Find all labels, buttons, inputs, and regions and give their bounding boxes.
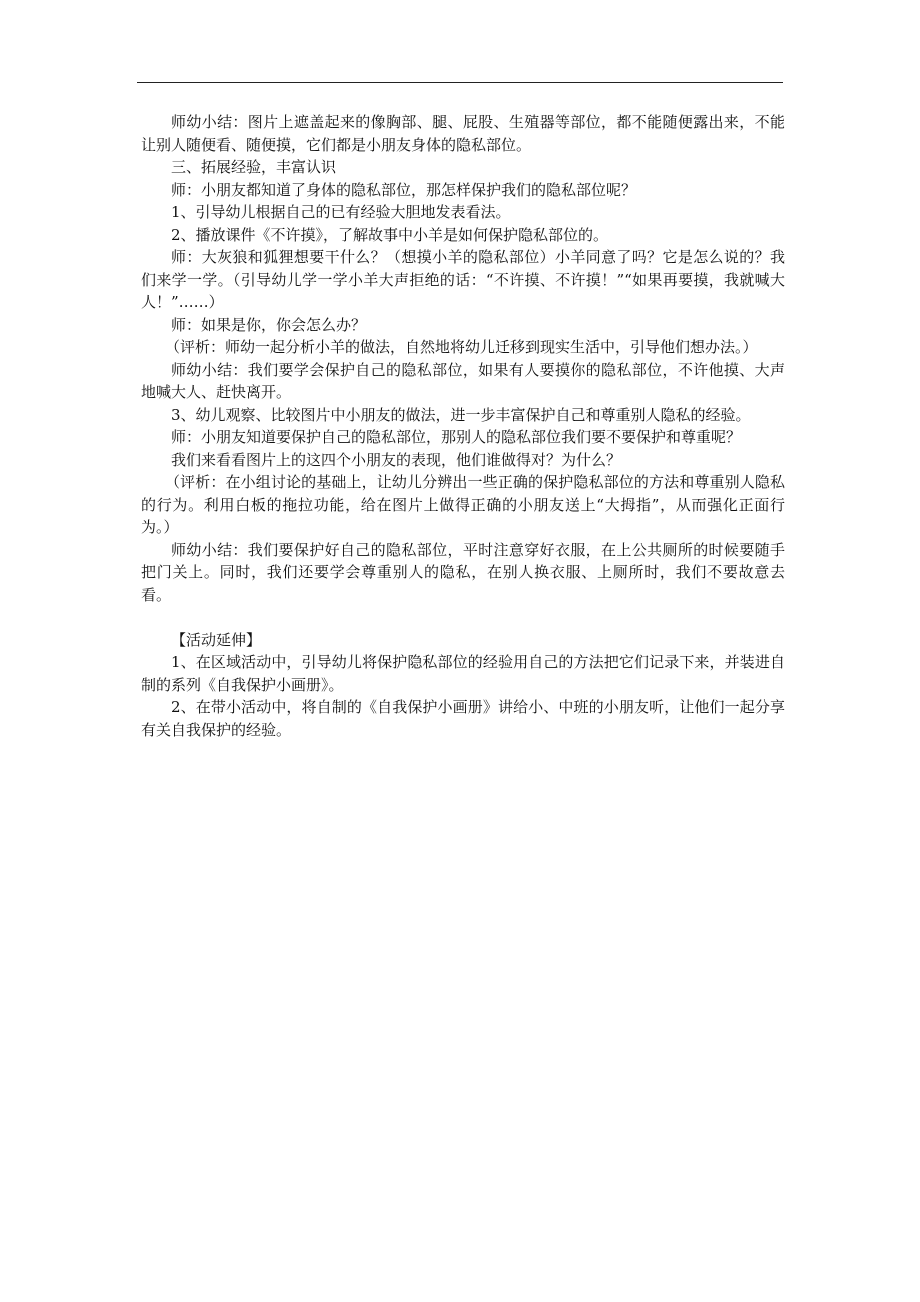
section-heading-extend: 三、拓展经验，丰富认识 [171, 158, 337, 176]
paragraph-look-pictures: 我们来看看图片上的这四个小朋友的表现，他们谁做得对？为什么？ [171, 450, 622, 469]
paragraph-teacher-you: 师：如果是你，你会怎么办？ [171, 315, 367, 334]
paragraph-summary-1: 师幼小结：图片上遮盖起来的像胸部、腿、屁股、生殖器等部位，都不能随便露出来，不能让别人随便看、随便摸，它们都是小朋友身体的隐私部位。 [141, 113, 785, 154]
paragraph-step-3: 3、幼儿观察、比较图片中小朋友的做法，进一步丰富保护自己和尊重别人隐私的经验。 [171, 405, 751, 424]
header-rule [137, 82, 783, 83]
paragraph-summary-3: 师幼小结：我们要保护好自己的隐私部位，平时注意穿好衣服，在上公共厕所的时候要随手把门关上。同时，我们还要学会尊重别人的隐私，在别人换衣服、上厕所时，我们不要故意去看。 [141, 540, 785, 604]
extension-item-1: 1、在区域活动中，引导幼儿将保护隐私部位的经验用自己的方法把它们记录下来，并装进自制的系列《自我保护小画册》。 [141, 653, 785, 694]
paragraph-summary-2: 师幼小结：我们要学会保护自己的隐私部位，如果有人要摸你的隐私部位，不许他摸、大声地喊大人、赶快离开。 [141, 360, 785, 401]
paragraph-step-1: 1、引导幼儿根据自己的已有经验大胆地发表看法。 [171, 203, 511, 221]
extension-item-2: 2、在带小活动中，将自制的《自我保护小画册》讲给小、中班的小朋友听，让他们一起分享有关自我保护的经验。 [141, 698, 785, 739]
paragraph-teacher-respect: 师：小朋友知道要保护自己的隐私部位，那别人的隐私部位我们要不要保护和尊重呢？ [171, 428, 742, 446]
document-body [141, 111, 785, 741]
paragraph-step-2: 2、播放课件《不许摸》，了解故事中小羊是如何保护隐私部位的。 [171, 225, 609, 244]
paragraph-teacher-wolf: 师：大灰狼和狐狸想要干什么？（想摸小羊的隐私部位）小羊同意了吗？它是怎么说的？我们来学一学。（引导幼儿学一学小羊大声拒绝的话：“不许摸、不许摸！”“如果再要摸，我就喊大人！”……） [141, 248, 785, 311]
paragraph-comment-1: （评析：师幼一起分析小羊的做法，自然地将幼儿迁移到现实生活中，引导他们想办法。） [165, 338, 758, 356]
paragraph-comment-2: （评析：在小组讨论的基础上，让幼儿分辨出一些正确的保护隐私部位的方法和尊重别人隐私的行为。利用白板的拖拉功能，给在图片上做得正确的小朋友送上“大拇指”，从而强化正面行为。） [141, 473, 785, 536]
extension-heading: 【活动延伸】 [171, 630, 262, 649]
paragraph-teacher-question: 师：小朋友都知道了身体的隐私部位，那怎样保护我们的隐私部位呢？ [171, 180, 637, 199]
paragraph-gap [141, 606, 785, 629]
